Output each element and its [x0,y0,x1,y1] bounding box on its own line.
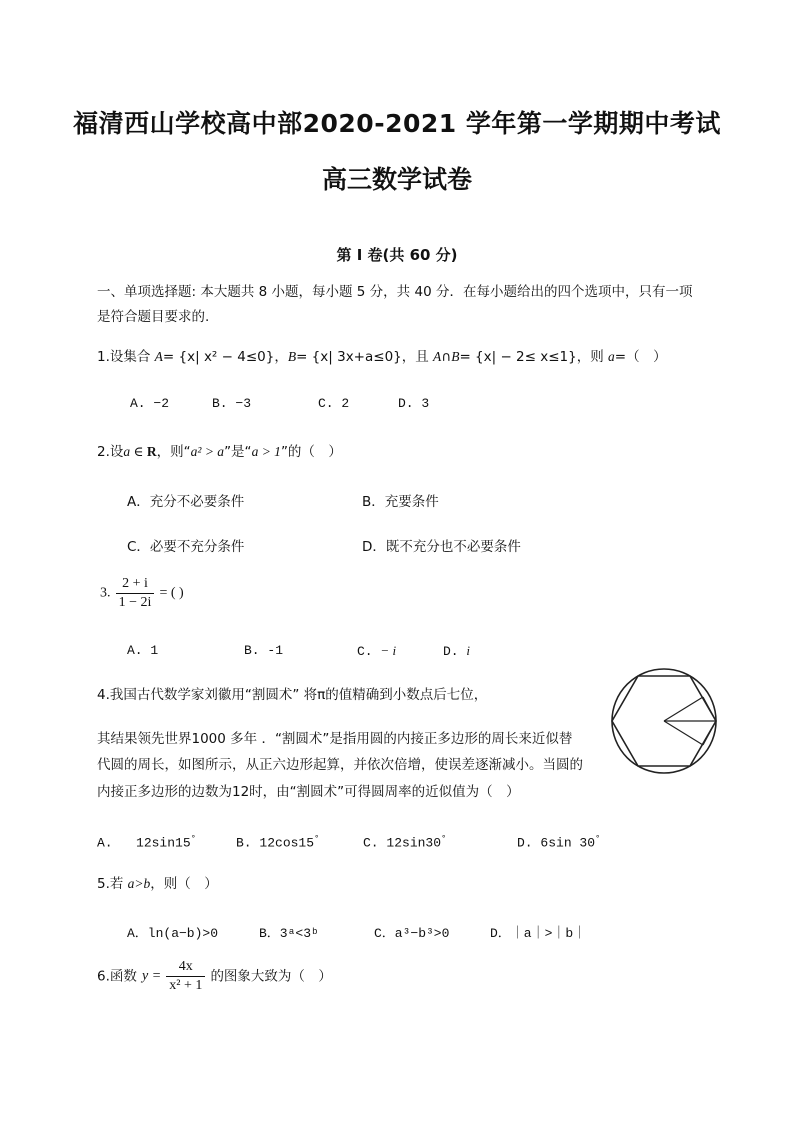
instructions-line-1: 一、单项选择题: 本大题共 8 小题，每小题 5 分，共 40 分．在每小题给出的四个选项中，只有一项 [97,284,693,300]
q2-option-b[interactable]: B．充要条件 [362,494,439,510]
exam-title: 福清西山学校高中部2020-2021 学年第一学期期中考试 [73,109,721,138]
q6-fraction: $\frac{4x}{\text{x² + 1}}$ [166,959,205,994]
q1-option-d[interactable]: D. 3 [398,396,430,411]
section-heading: 第 I 卷(共 60 分) [336,246,458,264]
q2-option-c[interactable]: C．必要不充分条件 [127,539,245,555]
q4-option-c[interactable]: C. 12sin30° [363,834,447,851]
q2-option-d[interactable]: D．既不充分也不必要条件 [362,539,521,555]
q3-option-a[interactable]: A. 1 [127,643,159,658]
q2-stem: 2.设a ∈ R，则“a² > a”是“a > 1”的（ ） [97,444,342,460]
q3-option-d[interactable]: D. i [443,643,471,659]
figure-chord-lower [664,721,703,745]
q1-option-b[interactable]: B. −3 [212,396,252,411]
figure-chord-upper [664,697,703,721]
q5-option-d[interactable]: D．｜a｜>｜b｜ [490,926,587,941]
q5-stem: 5.若 a>b，则（ ） [97,876,218,892]
q1-option-a[interactable]: A. −2 [130,396,170,411]
q4-line-3: 代圆的周长，如图所示，从正六边形起算，并依次倍增，使误差逐渐减小。当圆的 [97,757,583,773]
q1-option-c[interactable]: C. 2 [318,396,350,411]
q4-line-4: 内接正多边形的边数为12时，由“割圆术”可得圆周率的近似值为（ ） [97,784,520,800]
q4-line-1: 4.我国古代数学家刘徽用“割圆术” 将π的值精确到小数点后七位， [97,687,488,703]
q3-option-c[interactable]: C. − i [357,643,397,659]
q5-option-b[interactable]: B．3ᵃ<3ᵇ [259,926,319,941]
q3-option-b[interactable]: B. -1 [244,643,284,658]
q6-stem: 6.函数 y = $\frac{4x}{\text{x² + 1}}$ 的图象大致为（ ） [97,959,332,993]
q3-fraction: $\frac{2 + i}{1 - 2i}$ [116,576,155,611]
q5-option-a[interactable]: A．ln(a−b)>0 [127,926,219,941]
inscribed-polygon-figure [608,665,720,777]
q4-line-2: 其结果领先世界1000 多年 ．“割圆术”是指用圆的内接正多边形的周长来近似替 [97,731,573,747]
q4-option-d[interactable]: D. 6sin 30° [517,834,601,851]
q1-stem: 1.设集合 A= {x| x² − 4≤0}，B= {x| 3x+a≤0}，且 A∩B= {x| − 2≤ x≤1}，则 a=（ ） [97,349,667,365]
q3-stem: 3. $\frac{2 + i}{1 - 2i}$ = ( ) [100,576,184,610]
q4-option-a[interactable]: A. 12sin15° [97,834,197,851]
q2-option-a[interactable]: A．充分不必要条件 [127,494,245,510]
instructions-line-2: 是符合题目要求的. [97,309,210,325]
q5-option-c[interactable]: C．a³−b³>0 [374,926,450,941]
q4-option-b[interactable]: B. 12cos15° [236,834,320,851]
exam-subtitle: 高三数学试卷 [321,165,472,194]
